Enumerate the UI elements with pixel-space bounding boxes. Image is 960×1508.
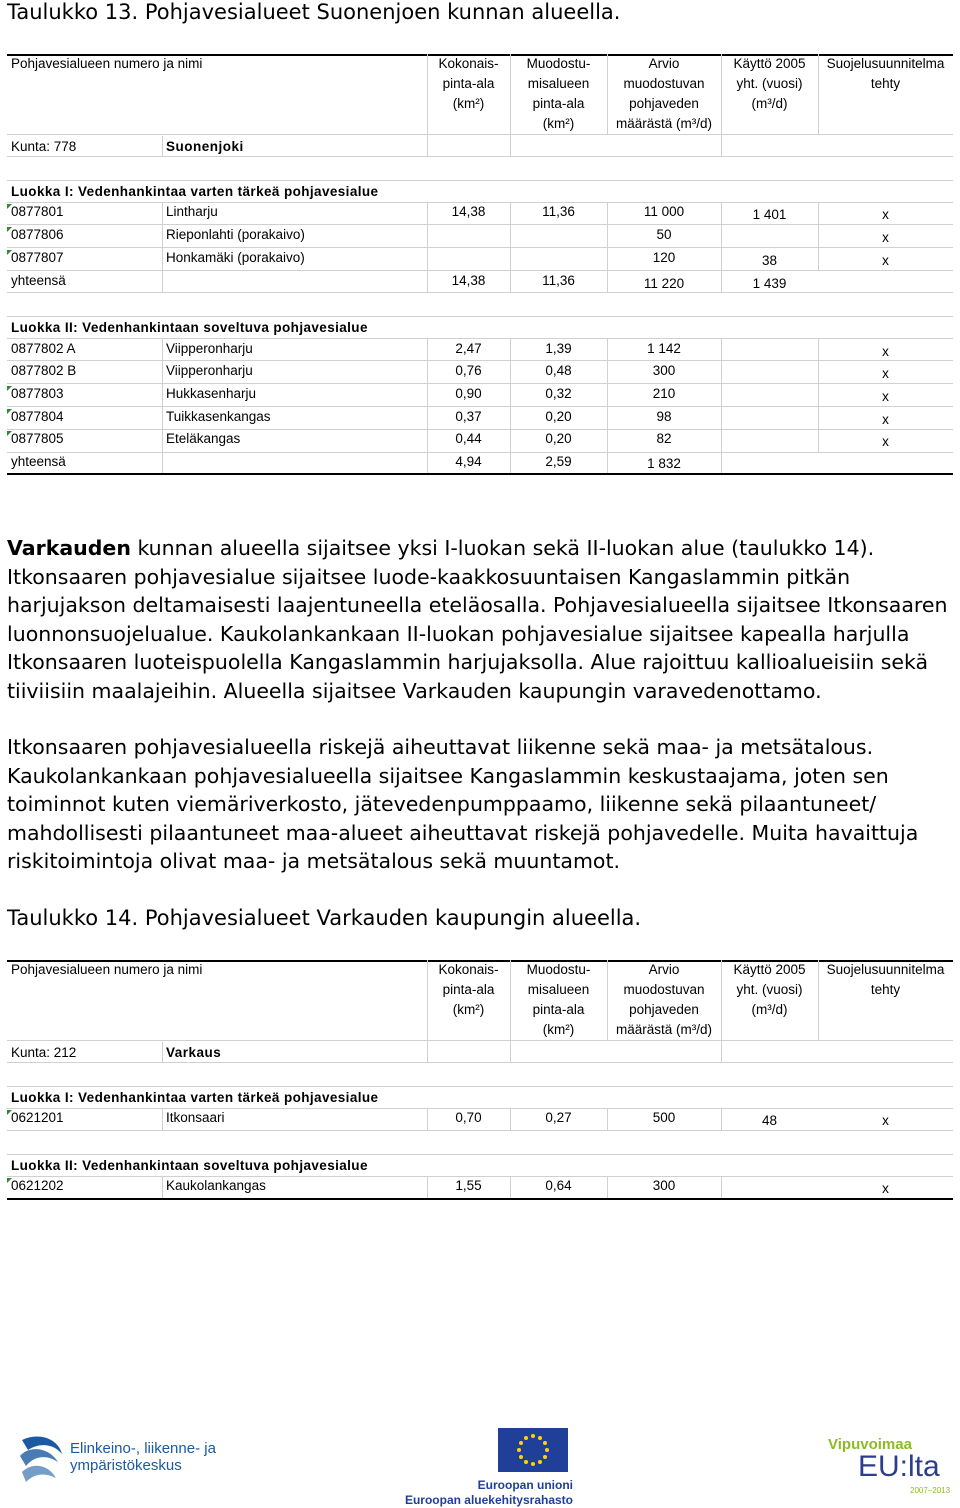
vipuvoimaa-logo — [828, 1436, 953, 1498]
row-code: 0877801 — [7, 204, 64, 220]
row-estimate: 300 — [652, 1178, 676, 1193]
header-plan: Suojelusuunnitelma tehty — [826, 962, 945, 997]
eu-logo-line2: Euroopan aluekehitysrahasto — [404, 1493, 573, 1507]
row-estimate: 120 — [652, 250, 676, 265]
row-code: 0877807 — [7, 250, 64, 266]
ely-logo — [18, 1432, 218, 1492]
header-plan: Suojelusuunnitelma tehty — [826, 56, 945, 91]
ely-logo-line1: Elinkeino-, liikenne- ja — [70, 1440, 216, 1457]
row-usage: 1 401 — [752, 207, 787, 222]
table14-caption: Taulukko 14. Pohjavesialueet Varkauden kaupungin alueella. — [7, 906, 642, 930]
row-code: 0621201 — [7, 1110, 64, 1126]
paragraph-1-bold: Varkauden — [7, 536, 131, 560]
total-label: yhteensä — [11, 273, 66, 288]
row-area: 0,76 — [455, 363, 482, 378]
row-name: Kaukolankangas — [166, 1178, 266, 1193]
row-area: 0,70 — [455, 1110, 482, 1125]
total-formation: 11,36 — [542, 273, 575, 288]
kunta-name: Varkaus — [166, 1045, 222, 1060]
row-plan: x — [882, 434, 889, 449]
total-formation: 2,59 — [545, 454, 572, 469]
header-area: Kokonais- pinta-ala (km²) — [438, 56, 499, 111]
total-label: yhteensä — [11, 454, 66, 469]
row-formation: 0,20 — [545, 431, 572, 446]
table13 — [7, 54, 953, 474]
row-name: Eteläkangas — [166, 431, 241, 446]
row-estimate: 11 000 — [643, 204, 685, 219]
ely-logo-line2: ympäristökeskus — [70, 1457, 182, 1474]
header-usage: Käyttö 2005 yht. (vuosi) (m³/d) — [733, 56, 806, 111]
ely-emblem-icon — [18, 1432, 66, 1484]
header-usage: Käyttö 2005 yht. (vuosi) (m³/d) — [733, 962, 806, 1017]
total-estimate: 1 832 — [647, 456, 681, 471]
row-usage: 48 — [761, 1113, 778, 1128]
row-formation: 1,39 — [545, 341, 572, 356]
row-formation: 0,64 — [545, 1178, 572, 1193]
row-name: Hukkasenharju — [166, 386, 257, 401]
header-name: Pohjavesialueen numero ja nimi — [11, 962, 203, 977]
row-plan: x — [882, 412, 889, 427]
row-estimate: 98 — [656, 409, 672, 424]
row-area: 0,37 — [455, 409, 482, 424]
row-formation: 11,36 — [542, 204, 575, 219]
header-estimate: Arvio muodostuvan pohjaveden määrästä (m³/d) — [615, 962, 713, 1037]
total-area: 14,38 — [451, 273, 486, 288]
vipu-logo-line1: Vipuvoimaa — [828, 1436, 912, 1453]
paragraph-1-text: kunnan alueella sijaitsee yksi I-luokan sekä II-luokan alue (taulukko 14). Itkonsaaren pohjavesialue sijaitsee luode-kaakkosuuntaisen Kangaslammin pitkän harjujakson deltamaisesti laajentuneella eteläosalla. Pohjavesialueella sijaitsee Itkonsaaren luonnonsuojelualue. Kaukolankankaan II-luokan pohjavesialue sijaitsee kapealla harjulla Itkonsaaren luoteispuolella Kangaslammin harjujaksolla. Alue rajoittuu kallioalueisiin sekä tiiviisiin maalajeihin. Alueella sijaitsee Varkauden kaupungin varavedenottamo. — [7, 536, 948, 703]
vipu-logo-line2: EU:lta — [858, 1450, 940, 1483]
row-code: 0877802 B — [11, 363, 77, 378]
table14 — [7, 960, 953, 1202]
row-name: Viipperonharju — [166, 341, 253, 356]
row-formation: 0,27 — [545, 1110, 572, 1125]
kunta-label: Kunta: 778 — [11, 139, 77, 154]
row-plan: x — [882, 389, 889, 404]
row-area: 2,47 — [455, 341, 482, 356]
eu-flag-icon — [498, 1428, 568, 1472]
row-plan: x — [882, 230, 889, 245]
row-code: 0621202 — [7, 1178, 64, 1194]
row-estimate: 300 — [652, 363, 676, 378]
row-name: Lintharju — [166, 204, 218, 219]
row-plan: x — [882, 1181, 889, 1196]
row-estimate: 1 142 — [647, 341, 681, 356]
class2-label: Luokka II: Vedenhankintaan soveltuva pohjavesialue — [11, 1158, 368, 1173]
row-plan: x — [882, 253, 889, 268]
row-area: 0,90 — [455, 386, 482, 401]
row-name: Tuikkasenkangas — [166, 409, 271, 424]
row-estimate: 500 — [652, 1110, 676, 1125]
row-estimate: 82 — [656, 431, 672, 446]
header-formation: Muodostu- misalueen pinta-ala (km²) — [526, 56, 591, 131]
row-code: 0877806 — [7, 227, 64, 243]
footer-logos — [0, 1420, 960, 1507]
row-estimate: 210 — [652, 386, 676, 401]
total-area: 4,94 — [455, 454, 482, 469]
kunta-name: Suonenjoki — [166, 139, 244, 154]
row-code: 0877804 — [7, 409, 64, 425]
vipu-logo-line3: 2007–2013 — [910, 1486, 951, 1495]
header-area: Kokonais- pinta-ala (km²) — [438, 962, 499, 1017]
row-area: 0,44 — [455, 431, 482, 446]
row-area: 1,55 — [455, 1178, 482, 1193]
table13-caption: Taulukko 13. Pohjavesialueet Suonenjoen kunnan alueella. — [7, 0, 621, 24]
paragraph-2 — [7, 733, 957, 876]
row-estimate: 50 — [656, 227, 672, 242]
row-name: Itkonsaari — [166, 1110, 225, 1125]
row-code: 0877805 — [7, 431, 64, 447]
total-estimate: 11 220 — [643, 276, 685, 291]
row-formation: 0,48 — [545, 363, 572, 378]
eu-logo — [388, 1428, 573, 1507]
header-formation: Muodostu- misalueen pinta-ala (km²) — [526, 962, 591, 1037]
row-usage: 38 — [761, 253, 778, 268]
class1-label: Luokka I: Vedenhankintaa varten tärkeä pohjavesialue — [11, 184, 379, 199]
row-plan: x — [882, 1113, 889, 1128]
header-name: Pohjavesialueen numero ja nimi — [11, 56, 203, 71]
row-plan: x — [882, 366, 889, 381]
class1-label: Luokka I: Vedenhankintaa varten tärkeä pohjavesialue — [11, 1090, 379, 1105]
header-estimate: Arvio muodostuvan pohjaveden määrästä (m³/d) — [615, 56, 713, 131]
row-area: 14,38 — [451, 204, 486, 219]
row-code: 0877803 — [7, 386, 64, 402]
row-formation: 0,32 — [545, 386, 572, 401]
paragraph-1 — [7, 534, 957, 705]
class2-label: Luokka II: Vedenhankintaan soveltuva pohjavesialue — [11, 320, 368, 335]
eu-logo-line1: Euroopan unioni — [477, 1478, 573, 1492]
row-name: Honkamäki (porakaivo) — [166, 250, 305, 265]
row-name: Rieponlahti (porakaivo) — [166, 227, 305, 242]
total-usage: 1 439 — [752, 276, 787, 291]
kunta-label: Kunta: 212 — [11, 1045, 77, 1060]
row-code: 0877802 A — [11, 341, 76, 356]
row-name: Viipperonharju — [166, 363, 253, 378]
paragraph-2-text: Itkonsaaren pohjavesialueella riskejä aiheuttavat liikenne sekä maa- ja metsätalous. Kaukolankankaan pohjavesialueella sijaitsee Kangaslammin keskustaajama, joten sen toiminnot kuten viemäriverkosto, jätevedenpumppaamo, liikenne sekä pilaantuneet/ mahdollisesti pilaantuneet maa-alueet aiheuttavat riskejä pohjavedelle. Muita havaittuja riskitoimintoja olivat maa- ja metsätalous sekä muuntamot. — [7, 735, 919, 873]
row-plan: x — [882, 207, 889, 222]
row-formation: 0,20 — [545, 409, 572, 424]
row-plan: x — [882, 344, 889, 359]
